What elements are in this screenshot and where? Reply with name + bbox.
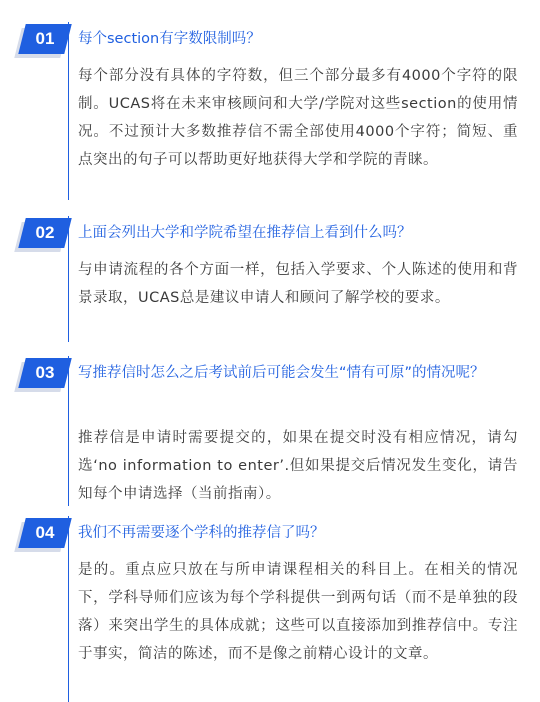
divider-line xyxy=(68,516,69,702)
badge-number: 04 xyxy=(35,523,55,542)
answer-text: 推荐信是申请时需要提交的，如果在提交时没有相应情况，请勾选‘no information to enter’.但如果提交后情况发生变化，请告知每个申请选择（当前指南）。 xyxy=(78,430,518,502)
divider-line xyxy=(68,22,69,200)
divider-line xyxy=(68,216,69,342)
number-badge xyxy=(18,218,68,252)
question-text: 我们不再需要逐个学科的推荐信了吗？ xyxy=(78,525,325,541)
number-badge xyxy=(18,24,68,58)
answer-text: 与申请流程的各个方面一样，包括入学要求、个人陈述的使用和背景录取，UCAS总是建议申请人和顾问了解学校的要求。 xyxy=(78,262,518,306)
answer-text: 是的。重点应只放在与所申请课程相关的科目上。在相关的情况下，学科导师们应该为每个学科提供一到两句话（而不是单独的段落）来突出学生的具体成就；这些可以直接添加到推荐信中。专注于事实，简洁的陈述，而不是像之前精心设计的文章。 xyxy=(78,562,518,662)
badge-number: 03 xyxy=(35,363,55,382)
number-badge xyxy=(18,518,68,552)
answer-text: 每个部分没有具体的字符数，但三个部分最多有4000个字符的限制。UCAS将在未来审核顾问和大学/学院对这些section的使用情况。不过预计大多数推荐信不需全部使用4000个字符；简短、重点突出的句子可以帮助更好地获得大学和学院的青睐。 xyxy=(78,68,518,168)
divider-line xyxy=(68,356,69,506)
question-text: 每个section有字数限制吗？ xyxy=(78,31,261,47)
badge-number: 01 xyxy=(35,29,55,48)
badge-number: 02 xyxy=(35,223,55,242)
number-badge xyxy=(18,358,68,392)
question-text: 上面会列出大学和学院希望在推荐信上看到什么吗？ xyxy=(78,225,412,241)
question-text: 写推荐信时怎么之后考试前后可能会发生“情有可原”的情况呢？ xyxy=(78,365,485,381)
